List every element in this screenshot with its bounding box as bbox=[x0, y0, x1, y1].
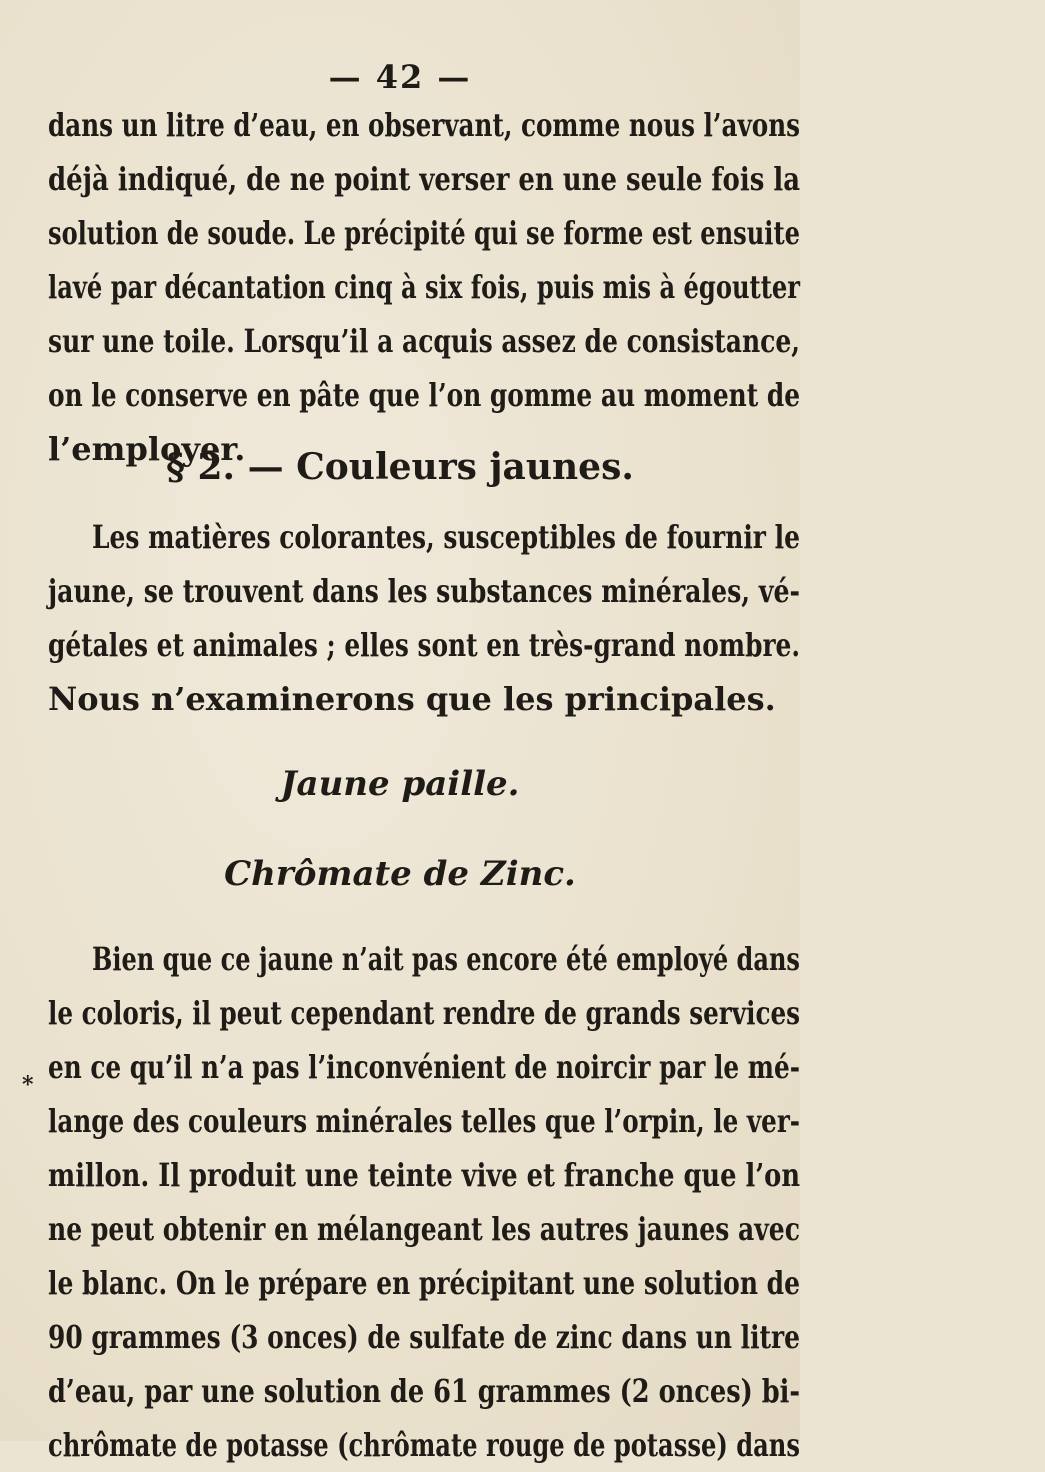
section-heading: § 2. — Couleurs jaunes. bbox=[166, 446, 634, 488]
page-number: — 42 — bbox=[328, 58, 472, 96]
text-line: millon. Il produit une teinte vive et franche que l’on bbox=[48, 1156, 801, 1194]
subheading-chromate-de-zinc: Chrômate de Zinc. bbox=[224, 854, 576, 894]
text-line: en ce qu’il n’a pas l’inconvénient de noircir par le mé- bbox=[48, 1048, 800, 1086]
intro-paragraph bbox=[48, 98, 808, 476]
text-line: le coloris, il peut cependant rendre de grands services bbox=[48, 994, 801, 1032]
text-line: ne peut obtenir en mélangeant les autres jaunes avec bbox=[48, 1210, 800, 1248]
text-line: lange des couleurs minérales telles que l’orpin, le ver- bbox=[48, 1102, 801, 1140]
text-line: Les matières colorantes, susceptibles de fournir le bbox=[92, 518, 800, 556]
text-line: Bien que ce jaune n’ait pas encore été employé dans bbox=[92, 940, 800, 978]
text-line: sur une toile. Lorsqu’il a acquis assez de consistance, bbox=[48, 322, 801, 360]
text-line: déjà indiqué, de ne point verser en une seule fois la bbox=[48, 160, 801, 198]
text-line: jaune, se trouvent dans les substances minérales, vé- bbox=[48, 572, 801, 610]
text-line: dans un litre d’eau, en observant, comme nous l’avons bbox=[48, 106, 801, 144]
text-line: lavé par décantation cinq à six fois, puis mis à égoutter bbox=[48, 268, 801, 306]
text-line: 90 grammes (3 onces) de sulfate de zinc dans un litre bbox=[48, 1318, 801, 1356]
text-line: chrômate de potasse (chrômate rouge de potasse) dans bbox=[48, 1426, 800, 1464]
section-paragraph bbox=[48, 510, 808, 726]
margin-mark: * bbox=[22, 1072, 34, 1098]
text-line: l’employer. bbox=[48, 430, 246, 468]
subheading-jaune-paille: Jaune paille. bbox=[280, 764, 520, 804]
text-line: d’eau, par une solution de 61 grammes (2 onces) bi- bbox=[48, 1372, 801, 1410]
text-line: Nous n’examinerons que les principales. bbox=[48, 680, 776, 718]
text-line: on le conserve en pâte que l’on gomme au moment de bbox=[48, 376, 801, 414]
body-paragraph bbox=[48, 932, 808, 1472]
text-line: le blanc. On le prépare en précipitant une solution de bbox=[48, 1264, 800, 1302]
text-line: solution de soude. Le précipité qui se forme est ensuite bbox=[48, 214, 800, 252]
text-line: gétales et animales ; elles sont en très-grand nombre. bbox=[48, 626, 801, 664]
